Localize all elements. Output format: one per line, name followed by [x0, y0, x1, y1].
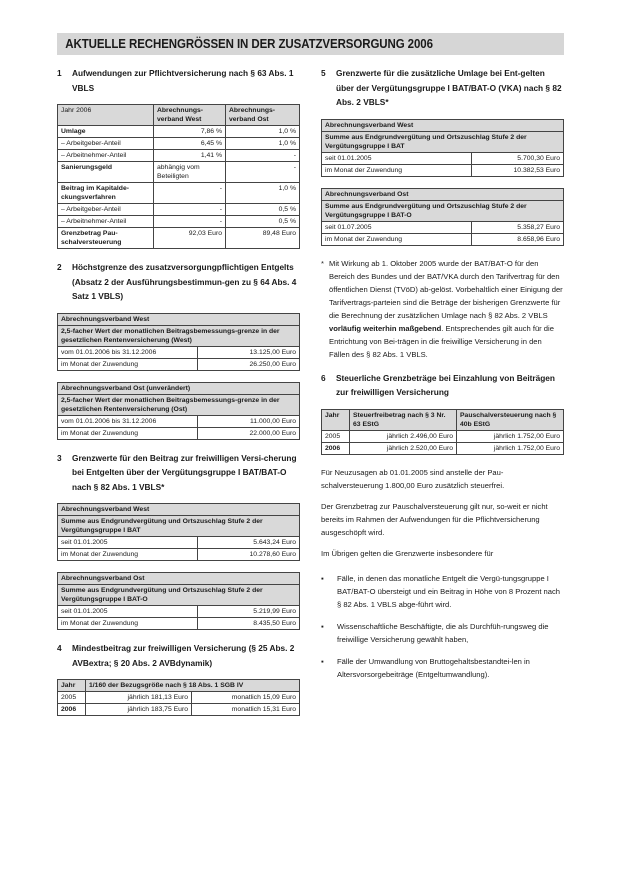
footnote-text-end: . Entsprechendes gilt auch für die Entrichtung von Bei-trägen in die freiwillige Versicherung in den Fällen des § 82 Abs. 1 VBLS. — [329, 323, 554, 359]
section-4-heading — [57, 641, 300, 670]
table-row — [58, 150, 300, 162]
list-item-text: Fälle, in denen das monatliche Entgelt die Vergü-tungsgruppe I BAT/BAT-O übersteigt und ein Beitrag in Höhe von 8 Prozent nach § 82 Abs. 1 VBLS abge-führt wird. — [337, 573, 561, 609]
table-row — [322, 430, 564, 442]
cell-value: monatlich 15,31 Euro — [192, 704, 300, 716]
subheader-cell: 2,5-facher Wert der monatlichen Beitragsbemessungs-grenze in der gesetzlichen Rentenversicherung (West) — [58, 325, 300, 346]
row-label: im Monat der Zuwendung — [58, 358, 198, 370]
table-hoechstgrenze-ost — [57, 382, 300, 440]
section-6-heading — [321, 371, 564, 400]
footnote-mark: * — [321, 258, 324, 268]
table-header-row — [322, 409, 564, 430]
table-row — [58, 427, 300, 439]
table-header-row — [58, 382, 300, 394]
table-row — [58, 204, 300, 216]
header-cell: Jahr 2006 — [58, 105, 154, 126]
list-item-text: Fälle der Umwandlung von Bruttogehaltsbestandtei-len in Altersvorsorgebeiträge (Entgeltumwandlung). — [337, 656, 530, 679]
row-label: im Monat der Zuwendung — [322, 233, 472, 245]
table-row — [58, 138, 300, 150]
section-number: 2 — [57, 262, 62, 272]
cell-value: jährlich 2.496,00 Euro — [350, 430, 457, 442]
list-item-text: Wissenschaftliche Beschäftigte, die als Durchfüh-rungsweg die freiwillige Versicherung gewählt haben, — [337, 621, 549, 644]
header-cell: Jahr — [58, 680, 86, 692]
row-label: im Monat der Zuwendung — [322, 164, 472, 176]
cell-value: 89,48 Euro — [226, 228, 300, 249]
table-subheader-row — [322, 131, 564, 152]
cell-value: - — [154, 204, 226, 216]
header-cell: Abrechnungsverband West — [322, 119, 564, 131]
cell-value: 5.643,24 Euro — [198, 537, 300, 549]
header-cell: Abrechnungs-verband Ost — [226, 105, 300, 126]
table-row — [322, 233, 564, 245]
bullet-icon: ▪ — [321, 656, 324, 666]
cell-value: 10.382,53 Euro — [472, 164, 564, 176]
cell-value: 26.250,00 Euro — [198, 358, 300, 370]
table-header-row — [58, 105, 300, 126]
cell-value: jährlich 181,13 Euro — [86, 692, 192, 704]
table-subheader-row — [58, 585, 300, 606]
table-steuerliche-grenzbetraege — [321, 409, 564, 455]
cell-value: 11.000,00 Euro — [198, 415, 300, 427]
row-label: – Arbeitgeber-Anteil — [58, 204, 154, 216]
table-row — [58, 606, 300, 618]
table-row — [58, 183, 300, 204]
section-number: 1 — [57, 68, 62, 78]
table-umlage-west — [321, 119, 564, 177]
page-title: AKTUELLE RECHENGRÖSSEN IN DER ZUSATZVERSORGUNG 2006 — [65, 37, 433, 51]
table-mindestbeitrag — [57, 679, 300, 716]
cell-value: 8.435,50 Euro — [198, 618, 300, 630]
section-number: 6 — [321, 372, 326, 383]
row-label: seit 01.01.2005 — [58, 537, 198, 549]
table-row — [58, 228, 300, 249]
cell-value: 0,5 % — [226, 204, 300, 216]
cell-value: 5.700,30 Euro — [472, 152, 564, 164]
header-cell: Abrechnungsverband West — [58, 504, 300, 516]
table-subheader-row — [58, 516, 300, 537]
cell-value: 6,45 % — [154, 138, 226, 150]
section-title: Mindestbeitrag zur freiwilligen Versicherung (§ 25 Abs. 2 AVBextra; § 20 Abs. 2 AVBdynamik) — [72, 643, 295, 668]
table-row — [58, 346, 300, 358]
cell-value: - — [226, 150, 300, 162]
table-row — [58, 618, 300, 630]
section-title: Steuerliche Grenzbeträge bei Einzahlung von Beiträgen zur freiwilligen Versicherung — [336, 372, 555, 397]
table-hoechstgrenze-west — [57, 313, 300, 371]
cell-value: 8.658,96 Euro — [472, 233, 564, 245]
header-cell: Pauschalversteuerung nach § 40b EStG — [457, 409, 564, 430]
bullet-list — [321, 572, 564, 681]
header-cell: Abrechnungsverband West — [58, 313, 300, 325]
subheader-cell: Summe aus Endgrundvergütung und Ortszuschlag Stufe 2 der Vergütungsgruppe I BAT — [58, 516, 300, 537]
header-cell: Abrechnungsverband Ost — [58, 573, 300, 585]
table-umlage-ost — [321, 188, 564, 246]
row-label: im Monat der Zuwendung — [58, 549, 198, 561]
header-cell: Abrechnungs-verband West — [154, 105, 226, 126]
table-row — [58, 537, 300, 549]
row-label: im Monat der Zuwendung — [58, 618, 198, 630]
table-header-row — [58, 313, 300, 325]
row-label: 2005 — [322, 430, 350, 442]
table-row — [58, 704, 300, 716]
section-number: 3 — [57, 452, 62, 463]
table-row — [58, 415, 300, 427]
table-row — [58, 358, 300, 370]
section-2-heading — [57, 260, 300, 304]
cell-value: monatlich 15,09 Euro — [192, 692, 300, 704]
cell-value: jährlich 1.752,00 Euro — [457, 430, 564, 442]
table-freiwillig-west — [57, 503, 300, 561]
row-label: – Arbeitnehmer-Anteil — [58, 216, 154, 228]
row-label: – Arbeitnehmer-Anteil — [58, 150, 154, 162]
title-banner — [57, 33, 564, 55]
cell-value: 1,0 % — [226, 138, 300, 150]
footnote — [321, 257, 564, 361]
left-column — [57, 66, 300, 727]
subheader-cell: 2,5-facher Wert der monatlichen Beitragsbemessungs-grenze in der gesetzlichen Rentenversicherung (Ost) — [58, 394, 300, 415]
right-column — [321, 66, 564, 690]
cell-value: 5.219,99 Euro — [198, 606, 300, 618]
list-item — [321, 572, 564, 611]
section-5-heading — [321, 66, 564, 110]
table-row — [322, 221, 564, 233]
table-row — [322, 442, 564, 454]
cell-value: jährlich 2.520,00 Euro — [350, 442, 457, 454]
table-header-row — [322, 188, 564, 200]
table-header-row — [58, 573, 300, 585]
row-label: seit 01.07.2005 — [322, 221, 472, 233]
table-subheader-row — [322, 200, 564, 221]
cell-value: 0,5 % — [226, 216, 300, 228]
table-row — [58, 692, 300, 704]
row-label: seit 01.01.2005 — [58, 606, 198, 618]
header-cell: Jahr — [322, 409, 350, 430]
row-label: – Arbeitgeber-Anteil — [58, 138, 154, 150]
list-item — [321, 655, 564, 681]
row-label: Sanierungsgeld — [58, 162, 154, 183]
section-title: Grenzwerte für den Beitrag zur freiwilligen Versi-cherung bei Entgelten über der Vergütungsgruppe I BAT/BAT-O nach § 82 Abs. 1 VBLS* — [72, 452, 297, 492]
table-pflichtversicherung — [57, 104, 300, 249]
section-number: 5 — [321, 68, 326, 78]
bullet-icon: ▪ — [321, 573, 324, 583]
header-cell: Abrechnungsverband Ost (unverändert) — [58, 382, 300, 394]
table-row — [322, 152, 564, 164]
cell-value: 22.000,00 Euro — [198, 427, 300, 439]
paragraph: Für Neuzusagen ab 01.01.2005 sind anstelle der Pau-schalversteuerung 1.800,00 Euro zusätzlich steuerfrei. — [321, 467, 505, 490]
section-title: Aufwendungen zur Pflichtversicherung nach § 63 Abs. 1 VBLS — [72, 68, 294, 93]
cell-value: jährlich 1.752,00 Euro — [457, 442, 564, 454]
section-title: Höchstgrenze des zusatzversorgungpflichtigen Entgelts (Absatz 2 der Ausführungsbestimmun-gen zu § 64 Abs. 4 Satz 1 VBLS) — [72, 262, 297, 301]
cell-value: 1,41 % — [154, 150, 226, 162]
cell-value: 5.358,27 Euro — [472, 221, 564, 233]
table-freiwillig-ost — [57, 572, 300, 630]
table-row — [322, 164, 564, 176]
cell-value: 92,03 Euro — [154, 228, 226, 249]
row-label: seit 01.01.2005 — [322, 152, 472, 164]
table-subheader-row — [58, 394, 300, 415]
subheader-cell: Summe aus Endgrundvergütung und Ortszuschlag Stufe 2 der Vergütungsgruppe I BAT-O — [322, 200, 564, 221]
paragraph: Der Grenzbetrag zur Pauschalversteuerung gilt nur, so-weit er nicht bereits im Rahmen der Aufwendungen für die Pflichtversicherung ausgeschöpft wird. — [321, 501, 548, 537]
footnote-text: Mit Wirkung ab 1. Oktober 2005 wurde der BAT/BAT-O für den Bereich des Bundes und der BAT/VKA durch den Tarifvertrag für den öffentlichen Dienst (TVöD) ab-gelöst. Vorbehaltlich einer Einigung der Tarifvertrags-parteien sind die Beträge der bisherigen Grenzwerte für die Berechnung der zusätzlichen Umlage nach § 82 Abs. 2 VBLS — [329, 258, 563, 320]
cell-value: jährlich 183,75 Euro — [86, 704, 192, 716]
section-3-heading — [57, 451, 300, 495]
row-label: vom 01.01.2006 bis 31.12.2006 — [58, 346, 198, 358]
cell-value: 7,86 % — [154, 126, 226, 138]
list-item — [321, 620, 564, 646]
subheader-cell: Summe aus Endgrundvergütung und Ortszuschlag Stufe 2 der Vergütungsgruppe I BAT-O — [58, 585, 300, 606]
cell-value: - — [154, 183, 226, 204]
cell-value: - — [154, 216, 226, 228]
row-label: Grenzbetrag Pau-schalversteuerung — [58, 228, 154, 249]
cell-value: 1,0 % — [226, 183, 300, 204]
table-subheader-row — [58, 325, 300, 346]
section-1-heading — [57, 66, 300, 95]
row-label: 2006 — [58, 704, 86, 716]
table-row — [58, 126, 300, 138]
cell-value: - — [226, 162, 300, 183]
table-row — [58, 216, 300, 228]
header-cell: Abrechnungsverband Ost — [322, 188, 564, 200]
row-label: 2006 — [322, 442, 350, 454]
cell-value: 10.278,60 Euro — [198, 549, 300, 561]
paragraph: Im Übrigen gelten die Grenzwerte insbesondere für — [321, 548, 494, 558]
header-cell: Steuerfreibetrag nach § 3 Nr. 63 EStG — [350, 409, 457, 430]
bullet-icon: ▪ — [321, 621, 324, 631]
cell-value: abhängig vom Beteiligten — [154, 162, 226, 183]
table-header-row — [58, 680, 300, 692]
cell-value: 13.125,00 Euro — [198, 346, 300, 358]
table-row — [58, 162, 300, 183]
footnote-emphasis: vorläufig weiterhin maßgebend — [329, 323, 442, 333]
row-label: Umlage — [58, 126, 154, 138]
section-number: 4 — [57, 643, 62, 653]
table-row — [58, 549, 300, 561]
row-label: im Monat der Zuwendung — [58, 427, 198, 439]
subheader-cell: Summe aus Endgrundvergütung und Ortszuschlag Stufe 2 der Vergütungsgruppe I BAT — [322, 131, 564, 152]
cell-value: 1,0 % — [226, 126, 300, 138]
row-label: vom 01.01.2006 bis 31.12.2006 — [58, 415, 198, 427]
header-cell: 1/160 der Bezugsgröße nach § 18 Abs. 1 SGB IV — [86, 680, 300, 692]
row-label: 2005 — [58, 692, 86, 704]
section-title: Grenzwerte für die zusätzliche Umlage bei Ent-gelten über der Vergütungsgruppe I BAT/BAT-O (VKA) nach § 82 Abs. 2 VBLS* — [336, 68, 562, 107]
table-header-row — [58, 504, 300, 516]
table-header-row — [322, 119, 564, 131]
row-label: Beitrag im Kapitalde-ckungsverfahren — [58, 183, 154, 204]
